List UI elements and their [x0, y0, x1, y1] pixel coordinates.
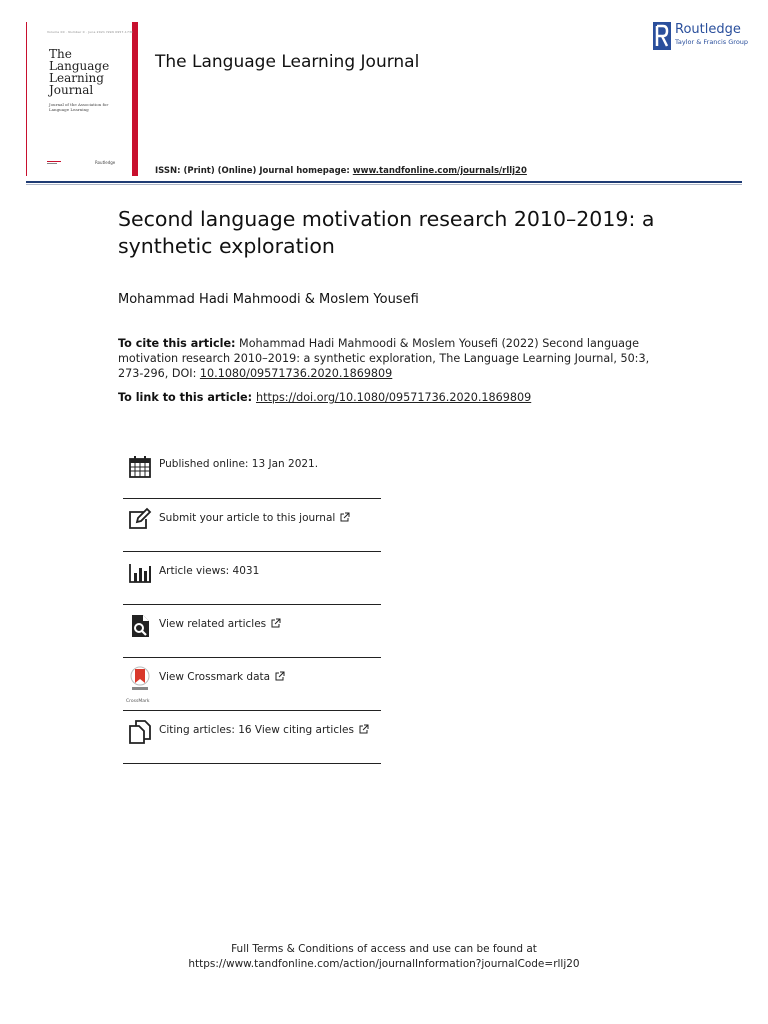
routledge-logo-icon: [653, 22, 671, 50]
published-online-row: [123, 446, 381, 499]
crossmark-icon: [127, 666, 153, 692]
journal-title: The Language Learning Journal: [155, 52, 420, 72]
cover-title-line: Language: [49, 59, 110, 73]
header-divider-secondary: [26, 184, 742, 185]
crossmark-link[interactable]: View Crossmark data: [159, 671, 285, 683]
cover-title-line: The: [49, 47, 72, 61]
cover-red-bar: [132, 22, 138, 176]
citation-label: To cite this article:: [118, 337, 236, 350]
external-link-icon: [359, 724, 369, 734]
external-link-icon: [340, 512, 350, 522]
cover-title: [49, 48, 109, 96]
journal-cover: [26, 22, 138, 176]
cover-title-line: Journal: [49, 83, 94, 97]
external-link-icon: [271, 618, 281, 628]
citing-articles-row[interactable]: [123, 711, 381, 764]
crossmark-caption: CrossMark: [126, 699, 150, 704]
header-divider: [26, 181, 742, 183]
search-document-icon: [127, 613, 153, 639]
published-online-text: Published online: 13 Jan 2021.: [159, 458, 319, 470]
doi-link[interactable]: 10.1080/09571736.2020.1869809: [199, 367, 393, 380]
calendar-icon: [127, 454, 153, 480]
bar-chart-icon: [127, 560, 153, 586]
article-authors: Mohammad Hadi Mahmoodi & Moslem Yousefi: [118, 292, 419, 307]
cover-issue-line: Volume 00 · Number 0 · June 2021 ISSN 0957-1736: [47, 30, 134, 34]
footer-terms-text: Full Terms & Conditions of access and use can be found at: [231, 943, 537, 955]
article-title: Second language motivation research 2010–2019: a synthetic exploration: [118, 207, 655, 258]
edit-icon: [127, 507, 153, 533]
publisher-tagline: Taylor & Francis Group: [675, 38, 749, 46]
related-articles-row[interactable]: [123, 605, 381, 658]
related-articles-link[interactable]: View related articles: [159, 618, 281, 630]
article-views-text: Article views: 4031: [159, 565, 260, 577]
article-link-block: [118, 391, 531, 404]
citation-block: [118, 336, 678, 381]
footer-terms-url[interactable]: https://www.tandfonline.com/action/journalInformation?journalCode=rllj20: [188, 958, 580, 970]
cover-subtitle: Journal of the Association for Language Learning: [49, 102, 109, 112]
citation-text: Mohammad Hadi Mahmoodi & Moslem Yousefi (2022) Second language motivation research 2010–2019: a synthetic exploration, The Language Learning Journal, 50:3, 273-296, DOI:: [118, 337, 650, 380]
citing-articles-link[interactable]: Citing articles: 16 View citing articles: [159, 724, 369, 736]
issn-line: [155, 166, 527, 176]
issn-prefix: ISSN: (Print) (Online) Journal homepage:: [155, 166, 353, 176]
crossmark-row[interactable]: [123, 658, 381, 711]
article-views-row: [123, 552, 381, 605]
footer: [0, 942, 768, 972]
documents-icon: [127, 719, 153, 745]
journal-homepage-link[interactable]: www.tandfonline.com/journals/rllj20: [352, 166, 527, 176]
submit-article-link[interactable]: Submit your article to this journal: [159, 512, 350, 524]
cover-publisher: Routledge: [95, 160, 116, 165]
publisher-name: Routledge: [675, 22, 741, 37]
cover-title-line: Learning: [49, 71, 104, 85]
article-url-link[interactable]: https://doi.org/10.1080/09571736.2020.1869809: [256, 391, 532, 404]
submit-article-row[interactable]: [123, 499, 381, 552]
link-label: To link to this article:: [118, 391, 256, 404]
external-link-icon: [275, 671, 285, 681]
association-logo-icon: [47, 160, 61, 166]
article-actions-list: [123, 446, 381, 764]
